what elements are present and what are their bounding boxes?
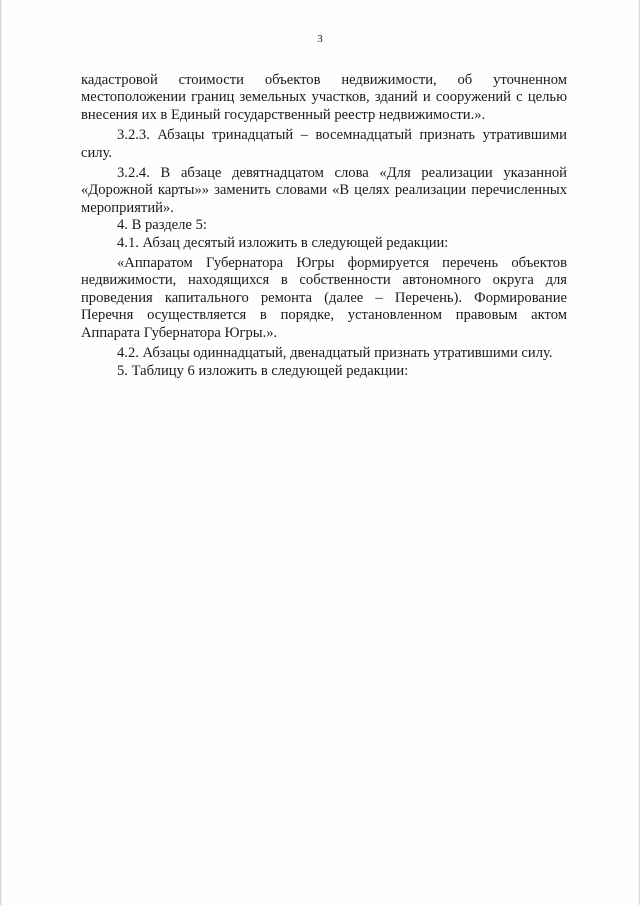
paragraph-4-2: 4.2. Абзацы одиннадцатый, двенадцатый признать утратившими силу. (117, 345, 553, 362)
paragraph-continuation: кадастровой стоимости объектов недвижимости, об уточненном местоположении границ земельных участков, зданий и сооружений с целью внесения их в Единый государственный реестр недвижимости.». (81, 72, 567, 123)
scan-edge-left (0, 0, 2, 905)
paragraph-5: 5. Таблицу 6 изложить в следующей редакции: (117, 362, 409, 379)
paragraph-3-2-4: 3.2.4. В абзаце девятнадцатом слова «Для реализации указанной «Дорожной карты»» заменить словами «В целях реализации перечисленных мероприятий». (81, 165, 567, 216)
paragraph-quoted-text: «Аппаратом Губернатора Югры формируется перечень объектов недвижимости, находящихся в собственности автономного округа для проведения капитального ремонта (далее – Перечень). Формирование Перечня осуществляется в порядке, установленном правовым актом Аппарата Губернатора Югры.». (81, 255, 567, 341)
page-number: 3 (317, 33, 323, 45)
paragraph-section-4: 4. В разделе 5: (117, 217, 207, 234)
document-body (81, 72, 567, 380)
paragraph-3-2-3: 3.2.3. Абзацы тринадцатый – восемнадцатый признать утратившими силу. (81, 127, 567, 161)
paragraph-4-1: 4.1. Абзац десятый изложить в следующей редакции: (117, 234, 449, 251)
